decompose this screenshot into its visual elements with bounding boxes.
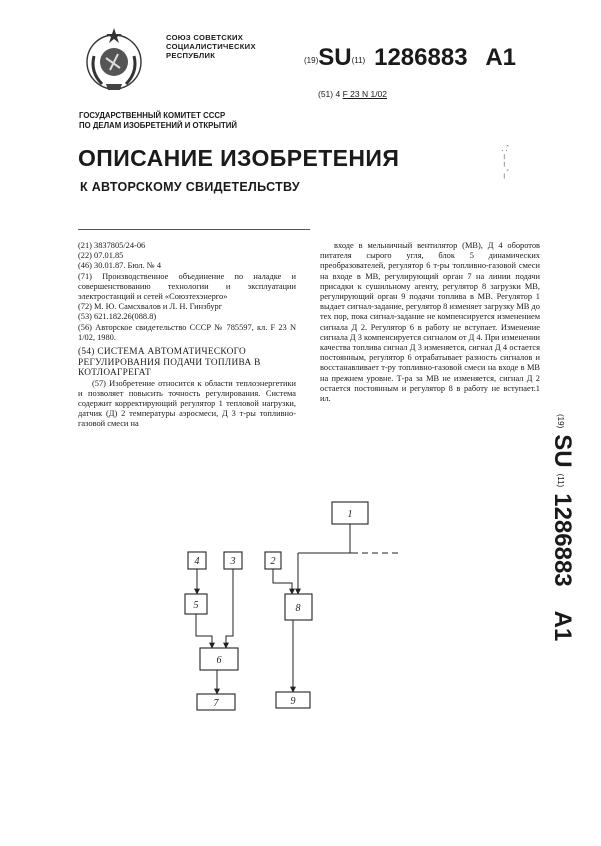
biblio-21: (21) 3837805/24-06 xyxy=(78,241,146,250)
ipc-classification: (51) 4 F 23 N 1/02 xyxy=(318,89,388,99)
biblio-46: (46) 30.01.87. Бюл. № 4 xyxy=(78,261,162,271)
document-title: ОПИСАНИЕ ИЗОБРЕТЕНИЯ xyxy=(78,145,400,171)
margin-marks: ' : – – ' – xyxy=(500,145,510,179)
abstract-part-2: входе в мельничный вентилятор (МВ), Д 4 оборотов питателя сырого угля, блок 5 динамических преобразователей, регулятор 6 т-ры топливно-газовой смеси на входе в МВ, регулирующий орган 7 на линии подачи присадки к сушильному агенту, регулятор 8 загрузки МВ, регулирующий орган 9 подачи топлива в МВ. Регулятор 1 выдает сигнал-задание, регулятор 8 изменяет загрузку МВ до тех пор, пока сигнал-задание не компенсируется изменением сигнала Д 2. Регулятор 6 в работу не вступает. Изменение сигнала Д 3 компенсируется сигналом от Д 4. При изменении качества топлива сигнал Д 3 изменяется, сигнал Д 4 остается постоянным, регулятор 6 отрабатывает разность сигналов и восстанавливает т-ру топливно-газовой смеси на входе в МВ на прежнем уровне. Т-ра за МВ не изменяется, сигнал Д 2 остается постоянным и регулятор 8 в работу не вступает.1 ил. xyxy=(320,241,540,404)
kind-code: A1 xyxy=(485,44,517,71)
biblio-71: (71) Производственное объединение по наладке и совершенствованию технологии и эксплуатации электростанций и сетей «Союзтехэнерго» xyxy=(78,271,296,302)
block-4-label: 4 xyxy=(194,556,200,567)
block-7-label: 7 xyxy=(213,698,219,709)
biblio-72: (72) М. Ю. Самсхвалов и Л. Н. Гинзбург xyxy=(78,302,223,312)
block-2-label: 2 xyxy=(270,556,276,567)
invention-title: (54) СИСТЕМА АВТОМАТИЧЕСКОГО РЕГУЛИРОВАНИЯ ПОДАЧИ ТОПЛИВА В КОТЛОАГРЕГАТ xyxy=(78,347,261,379)
committee-name: ГОСУДАРСТВЕННЫЙ КОМИТЕТ СССР ПО ДЕЛАМ ИЗОБРЕТЕНИЙ И ОТКРЫТИЙ xyxy=(79,111,237,130)
block-9-label: 9 xyxy=(290,696,296,707)
patent-number: 1286883 xyxy=(374,44,468,71)
block-3-label: 3 xyxy=(230,556,236,567)
block-5-label: 5 xyxy=(193,600,199,611)
biblio-56: (56) Авторское свидетельство СССР № 785597, кл. F 23 N 1/02, 1980. xyxy=(78,322,296,342)
block-6-label: 6 xyxy=(216,655,222,666)
abstract-part-1: (57) Изобретение относится к области теплоэнергетики и позволяет повысить точность регулирования. Система содержит корректирующий регулятор 1 тепловой нагрузки, датчик (Д) 2 температуры аэросмеси, Д 3 т-ры топливно-газовой смеси на xyxy=(78,378,296,429)
biblio-22: (22) 07.01.85 xyxy=(78,251,124,261)
country-code: SU xyxy=(318,44,352,71)
block-8-label: 8 xyxy=(295,603,301,614)
document-subtitle: К АВТОРСКОМУ СВИДЕТЕЛЬСТВУ xyxy=(80,180,300,194)
side-patent-designation: (19)SU(11)1286883A1 xyxy=(549,414,576,642)
block-1-label: 1 xyxy=(347,509,353,520)
patent-designation: (19)SU(11) 1286883 A1 xyxy=(304,44,517,71)
country-org-name: СОЮЗ СОВЕТСКИХ СОЦИАЛИСТИЧЕСКИХ РЕСПУБЛИК xyxy=(166,33,256,60)
biblio-53: (53) 621.182.26(088.8) xyxy=(78,312,157,322)
